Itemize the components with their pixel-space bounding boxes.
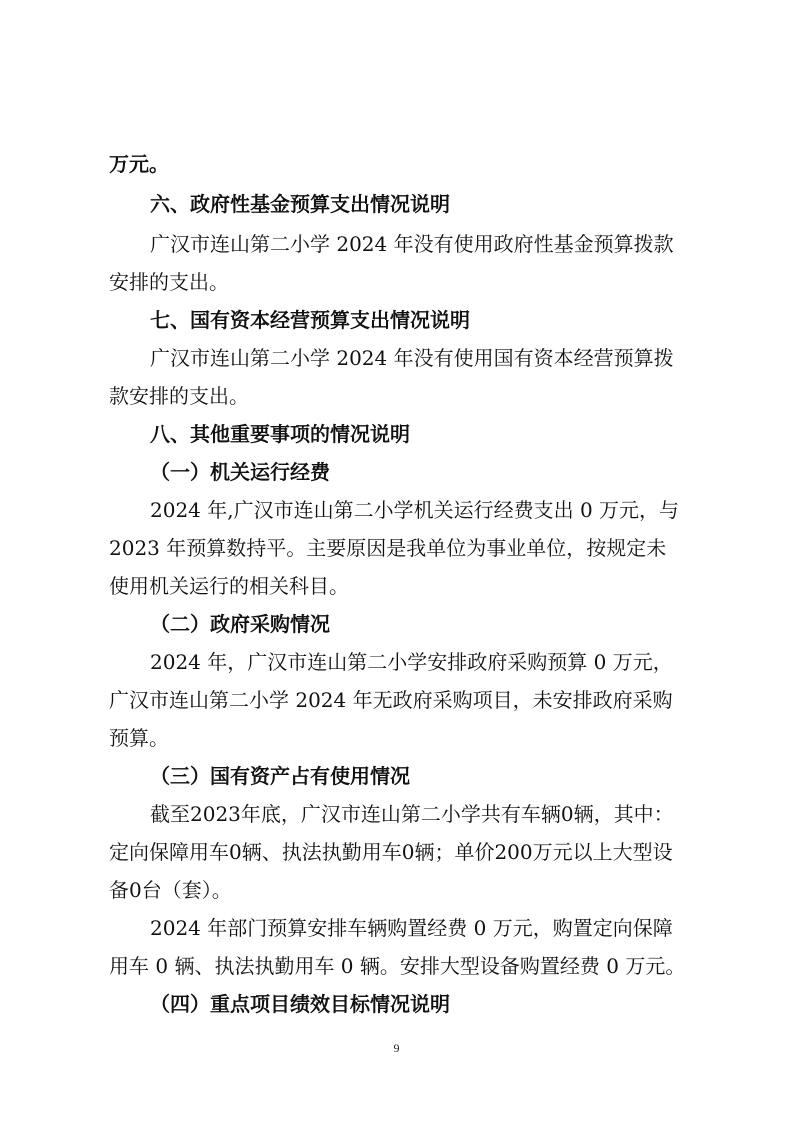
paragraph-line: 2024 年部门预算安排车辆购置经费 0 万元，购置定向保障 <box>150 916 673 940</box>
subsection-heading-3: （三）国有资产占有使用情况 <box>150 764 410 788</box>
section-heading-8: 八、其他重要事项的情况说明 <box>150 422 410 446</box>
page-number: 9 <box>393 1041 400 1055</box>
section-heading-7: 七、国有资本经营预算支出情况说明 <box>150 308 470 332</box>
paragraph-line: 广汉市连山第二小学 2024 年无政府采购项目，未安排政府采购 <box>109 688 673 712</box>
paragraph-line: 款安排的支出。 <box>109 384 249 408</box>
paragraph-line: 用车 0 辆、执法执勤用车 0 辆。安排大型设备购置经费 0 万元。 <box>109 954 686 978</box>
paragraph-line: 广汉市连山第二小学 2024 年没有使用国有资本经营预算拨 <box>150 346 674 370</box>
subsection-heading-4: （四）重点项目绩效目标情况说明 <box>150 992 450 1016</box>
paragraph-line: 预算。 <box>109 726 169 750</box>
continuation-line: 万元。 <box>109 152 169 176</box>
subsection-heading-2: （二）政府采购情况 <box>150 612 330 636</box>
paragraph-line: 2023 年预算数持平。主要原因是我单位为事业单位，按规定未 <box>109 536 667 560</box>
paragraph-line: 安排的支出。 <box>109 270 229 294</box>
subsection-heading-1: （一）机关运行经费 <box>150 460 330 484</box>
paragraph-line: 定向保障用车0辆、执法执勤用车0辆；单价200万元以上大型设 <box>109 840 673 864</box>
section-heading-6: 六、政府性基金预算支出情况说明 <box>150 192 450 216</box>
paragraph-line: 2024 年，广汉市连山第二小学安排政府采购预算 0 万元， <box>150 650 673 674</box>
paragraph-line: 使用机关运行的相关科目。 <box>109 574 349 598</box>
paragraph-line: 截至2023年底，广汉市连山第二小学共有车辆0辆，其中： <box>150 802 674 826</box>
paragraph-line: 广汉市连山第二小学 2024 年没有使用政府性基金预算拨款 <box>150 232 674 256</box>
paragraph-line: 2024 年,广汉市连山第二小学机关运行经费支出 0 万元，与 <box>150 498 680 522</box>
paragraph-line: 备0台（套）。 <box>109 878 232 902</box>
